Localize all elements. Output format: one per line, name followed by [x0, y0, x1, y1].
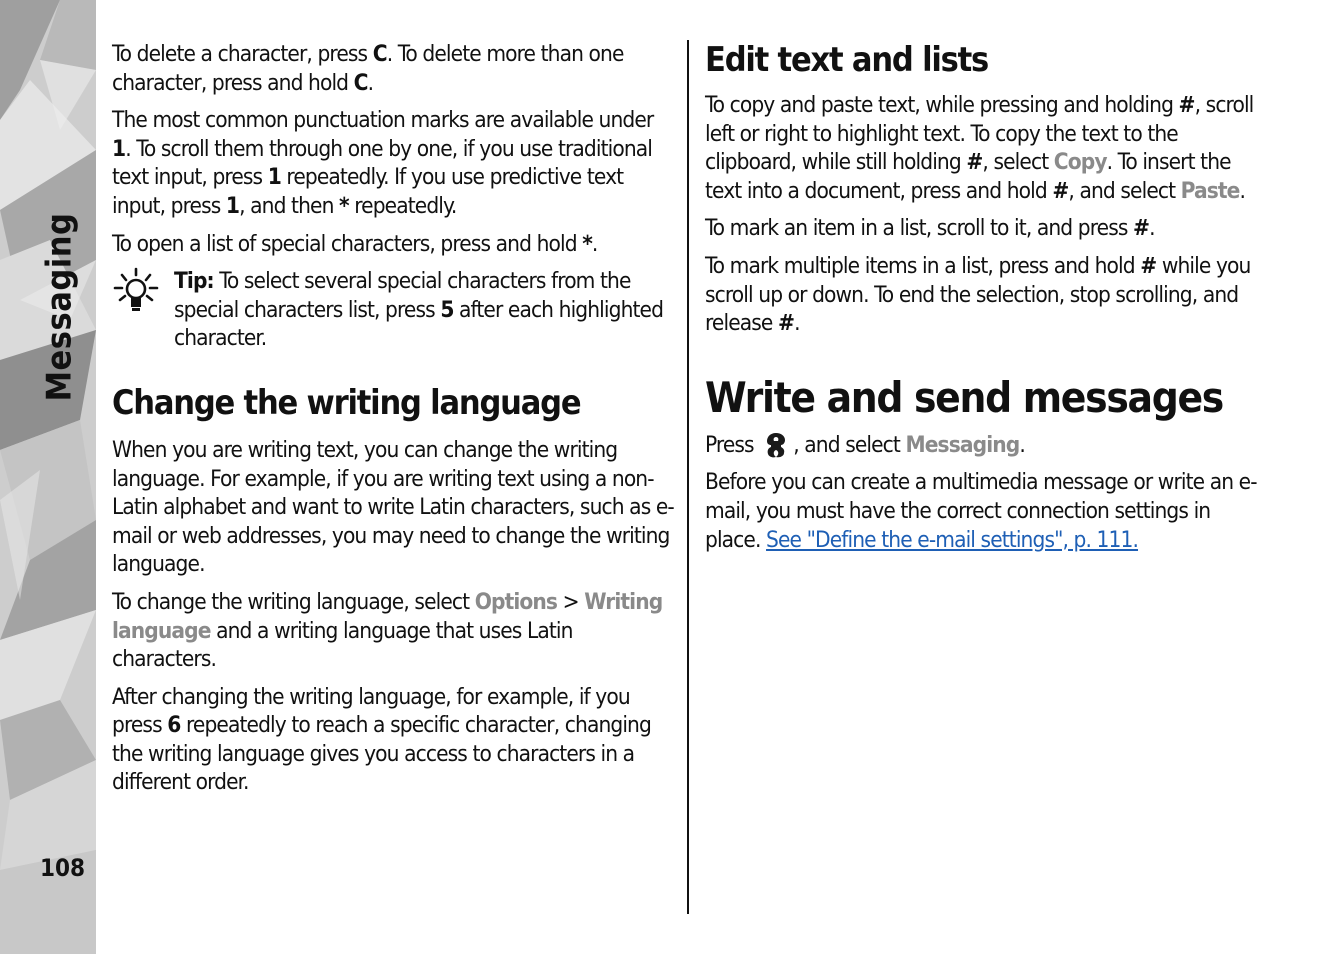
right-column — [705, 40, 1270, 563]
heading-write-send-messages: Write and send messages — [705, 372, 1223, 422]
tip-box — [112, 267, 677, 353]
sidebar — [0, 0, 96, 954]
ui-options: Options — [474, 588, 558, 615]
section-title: Messaging — [39, 212, 79, 402]
paragraph-delete-character: To delete a character, press C. To delete more than one character, press and hold C. — [112, 41, 624, 96]
paragraph-writing-language-intro: When you are writing text, you can change the writing language. For example, if you are writing text using a non-Latin alphabet and want to write Latin characters, such as e-mail or web addresses, you may need to change the writing language. — [112, 436, 674, 578]
sidebar-pattern — [0, 0, 96, 954]
paragraph-mark-item: To mark an item in a list, scroll to it, and press #. — [705, 215, 1155, 242]
ui-writing-language: Writing language — [112, 588, 663, 644]
menu-key-icon — [763, 431, 789, 459]
ui-paste: Paste — [1180, 177, 1240, 204]
paragraph-press-menu: Press , and select Messaging. — [705, 431, 1025, 458]
paragraph-after-changing: After changing the writing language, for example, if you press 6 repeatedly to reach a specific character, changing the writing language gives you access to characters in a different order. — [112, 683, 651, 796]
ui-copy: Copy — [1053, 149, 1107, 176]
paragraph-connection-settings: Before you can create a multimedia message or write an e-mail, you must have the correct connection settings in place. See "Define the e-mail settings", p. 111. — [705, 469, 1257, 553]
column-divider — [687, 40, 689, 914]
paragraph-copy-paste: To copy and paste text, while pressing and holding #, scroll left or right to highlight text. To copy the text to the clipboard, while still holding #, select Copy. To insert the text into a document, press and hold #, and select Paste. — [705, 92, 1254, 204]
link-define-email-settings[interactable]: See "Define the e-mail settings", p. 111. — [766, 526, 1139, 553]
ui-messaging: Messaging — [905, 431, 1020, 458]
page-number: 108 — [40, 854, 86, 882]
heading-edit-text-lists: Edit text and lists — [705, 40, 989, 80]
tip-lightbulb-icon — [112, 267, 160, 313]
section-tab — [29, 212, 89, 402]
paragraph-punctuation: The most common punctuation marks are available under 1. To scroll them through one by one, if you use traditional text input, press 1 repeatedly. If you use predictive text input, press 1, and then * repeatedly. — [112, 107, 654, 219]
paragraph-mark-multiple: To mark multiple items in a list, press and hold # while you scroll up or down. To end the selection, stop scrolling, and release #. — [705, 252, 1251, 337]
heading-change-writing-language: Change the writing language — [112, 382, 581, 423]
paragraph-change-language-steps: To change the writing language, select Options > Writing language and a writing language that uses Latin characters. — [112, 588, 663, 673]
paragraph-special-characters: To open a list of special characters, press and hold *. — [112, 230, 598, 257]
tip-text: Tip: To select several special characters from the special characters list, press 5 after each highlighted character. — [174, 268, 664, 352]
left-column — [112, 40, 677, 806]
